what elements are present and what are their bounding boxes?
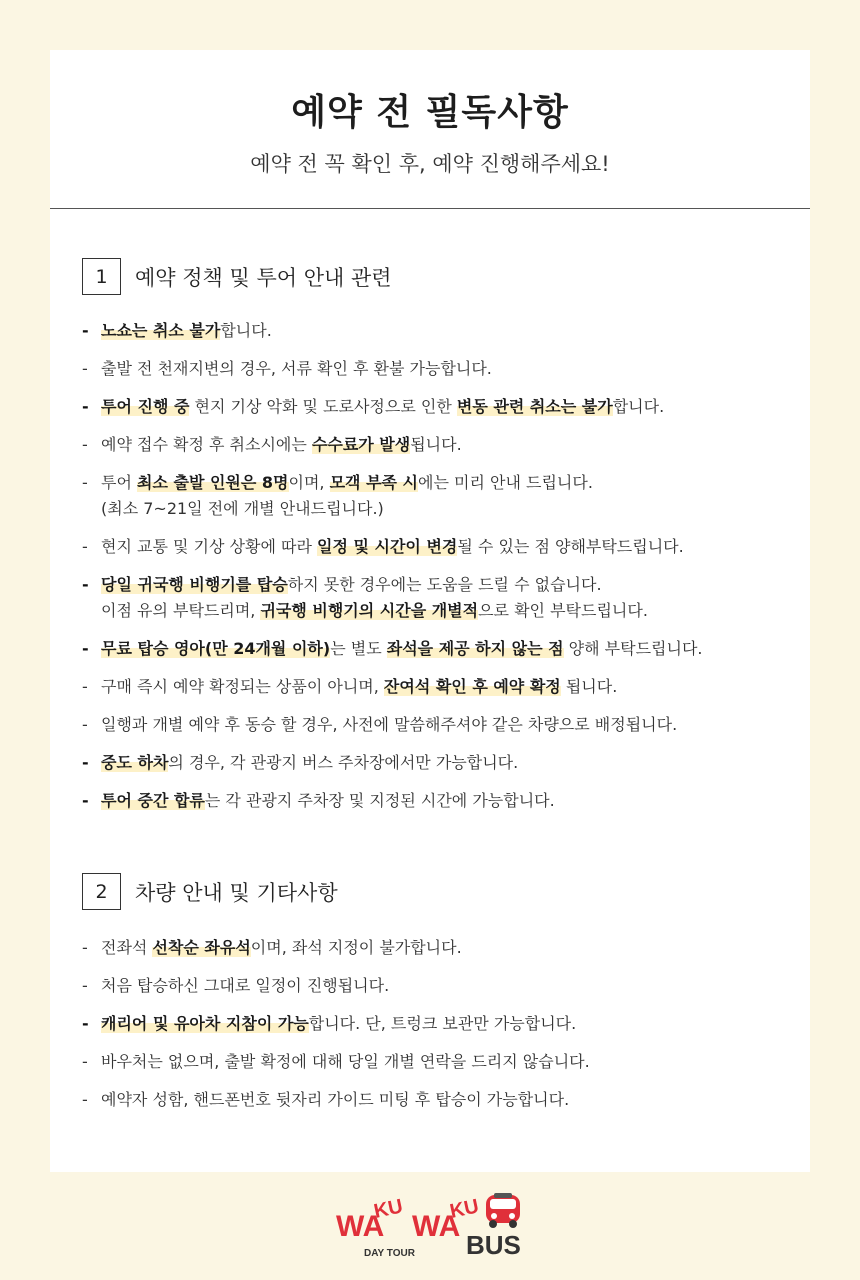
bullet-dash: - (82, 575, 89, 594)
notice-line (101, 1087, 802, 1113)
notice-text: 으로 확인 부탁드립니다. (478, 601, 648, 620)
notice-text: (최소 7~21일 전에 개별 안내드립니다.) (101, 499, 384, 518)
highlighted-text: 선착순 좌유석 (152, 938, 251, 957)
bullet-dash: - (82, 639, 89, 658)
highlighted-text: 최소 출발 인원은 8명 (137, 473, 289, 492)
notice-text: 합니다. (612, 397, 665, 416)
notice-item (82, 935, 802, 961)
notice-text: 됩니다. (560, 677, 618, 696)
bullet-dash: - (82, 321, 89, 340)
notice-text: 이며, (288, 473, 330, 492)
section-1-list (82, 318, 802, 826)
notice-line (101, 534, 802, 560)
bullet-dash: - (82, 435, 88, 454)
notice-text: 이점 유의 부탁드리며, (101, 601, 261, 620)
bullet-dash: - (82, 359, 88, 378)
notice-text: 합니다. 단, 트렁크 보관만 가능합니다. (308, 1014, 577, 1033)
highlighted-text: 변동 관련 취소는 불가 (456, 397, 613, 416)
logo-wa-2: WA (412, 1210, 461, 1243)
section-number-badge: 1 (82, 258, 121, 295)
section-title: 차량 안내 및 기타사항 (135, 880, 338, 905)
notice-line (101, 470, 802, 496)
highlighted-text: 귀국행 비행기의 시간을 개별적 (260, 601, 479, 620)
notice-line (101, 712, 802, 738)
bullet-dash: - (82, 753, 89, 772)
notice-text: 구매 즉시 예약 확정되는 상품이 아니며, (101, 677, 384, 696)
notice-text: 의 경우, 각 관광지 버스 주차장에서만 가능합니다. (168, 753, 519, 772)
notice-item (82, 1049, 802, 1075)
notice-item (82, 636, 802, 662)
notice-line (101, 572, 802, 598)
highlighted-text: 캐리어 및 유아차 지참이 가능 (101, 1014, 309, 1033)
section-2-header (82, 873, 338, 910)
notice-line (101, 1011, 802, 1037)
bullet-dash: - (82, 1014, 89, 1033)
notice-text: 됩니다. (410, 435, 462, 454)
bus-icon (486, 1193, 520, 1228)
page-title: 예약 전 필독사항 (291, 92, 569, 133)
bullet-dash: - (82, 397, 89, 416)
notice-line (101, 394, 802, 420)
wakuwaku-bus-logo (336, 1190, 526, 1270)
notice-line (101, 356, 802, 382)
notice-line (101, 788, 802, 814)
logo-ku-1: KU (371, 1195, 405, 1223)
notice-text: 예약 접수 확정 후 취소시에는 (101, 435, 312, 454)
section-title: 예약 정책 및 투어 안내 관련 (135, 265, 392, 290)
logo-ku-2: KU (447, 1195, 481, 1223)
bullet-dash: - (82, 1052, 88, 1071)
notice-line (101, 432, 802, 458)
bullet-dash: - (82, 938, 88, 957)
notice-item (82, 318, 802, 344)
notice-text: 현지 기상 악화 및 도로사정으로 인한 (189, 397, 457, 416)
bullet-dash: - (82, 1090, 88, 1109)
highlighted-text: 무료 탑승 영아(만 24개월 이하) (101, 639, 331, 658)
bullet-dash: - (82, 473, 88, 492)
highlighted-text: 일정 및 시간이 변경 (317, 537, 458, 556)
notice-line (101, 598, 802, 624)
notice-line (101, 935, 802, 961)
notice-item (82, 712, 802, 738)
notice-item (82, 750, 802, 776)
notice-item (82, 432, 802, 458)
notice-text: 출발 전 천재지변의 경우, 서류 확인 후 환불 가능합니다. (101, 359, 492, 378)
notice-item (82, 394, 802, 420)
notice-line (101, 318, 802, 344)
notice-line (101, 750, 802, 776)
notice-text: 전좌석 (101, 938, 153, 957)
notice-item (82, 1087, 802, 1113)
bullet-dash: - (82, 976, 88, 995)
section-number-badge: 2 (82, 873, 121, 910)
highlighted-text: 노쇼는 취소 불가 (101, 321, 221, 340)
notice-text: 예약자 성함, 핸드폰번호 뒷자리 가이드 미팅 후 탑승이 가능합니다. (101, 1090, 570, 1109)
notice-text: 바우처는 없으며, 출발 확정에 대해 당일 개별 연락을 드리지 않습니다. (101, 1052, 590, 1071)
logo-wa-1: WA (336, 1210, 385, 1243)
logo-graphic (336, 1190, 526, 1270)
notice-line (101, 674, 802, 700)
highlighted-text: 당일 귀국행 비행기를 탑승 (101, 575, 288, 594)
highlighted-text: 모객 부족 시 (329, 473, 419, 492)
notice-text: 현지 교통 및 기상 상황에 따라 (101, 537, 317, 556)
notice-item (82, 788, 802, 814)
notice-line (101, 636, 802, 662)
highlighted-text: 잔여석 확인 후 예약 확정 (383, 677, 561, 696)
notice-item (82, 356, 802, 382)
notice-item (82, 572, 802, 624)
highlighted-text: 좌석을 제공 하지 않는 점 (386, 639, 564, 658)
notice-text: 하지 못한 경우에는 도움을 드릴 수 없습니다. (287, 575, 602, 594)
page-subtitle: 예약 전 꼭 확인 후, 예약 진행해주세요! (250, 152, 610, 176)
notice-line (101, 496, 802, 522)
logo-bus-text: BUS (466, 1230, 521, 1260)
notice-item (82, 470, 802, 522)
notice-item (82, 1011, 802, 1037)
notice-line (101, 973, 802, 999)
section-2-list (82, 935, 802, 1125)
header-divider (50, 208, 810, 209)
bullet-dash: - (82, 537, 88, 556)
notice-item (82, 973, 802, 999)
bullet-dash: - (82, 715, 88, 734)
notice-text: 는 각 관광지 주차장 및 지정된 시간에 가능합니다. (204, 791, 555, 810)
notice-item (82, 674, 802, 700)
notice-text: 에는 미리 안내 드립니다. (418, 473, 593, 492)
section-1-header (82, 258, 392, 295)
notice-text: 될 수 있는 점 양해부탁드립니다. (457, 537, 684, 556)
highlighted-text: 중도 하차 (101, 753, 169, 772)
bullet-dash: - (82, 791, 89, 810)
highlighted-text: 투어 진행 중 (101, 397, 190, 416)
notice-text: 양해 부탁드립니다. (563, 639, 703, 658)
notice-text: 합니다. (220, 321, 272, 340)
logo-tagline: DAY TOUR (364, 1248, 415, 1259)
notice-text: 는 별도 (330, 639, 387, 658)
highlighted-text: 수수료가 발생 (311, 435, 411, 454)
notice-text: 처음 탑승하신 그대로 일정이 진행됩니다. (101, 976, 390, 995)
notice-text: 일행과 개별 예약 후 동승 할 경우, 사전에 말씀해주셔야 같은 차량으로 배정됩니다. (101, 715, 678, 734)
bullet-dash: - (82, 677, 88, 696)
notice-line (101, 1049, 802, 1075)
highlighted-text: 투어 중간 합류 (101, 791, 205, 810)
notice-text: 이며, 좌석 지정이 불가합니다. (250, 938, 462, 957)
notice-item (82, 534, 802, 560)
notice-text: 투어 (101, 473, 137, 492)
